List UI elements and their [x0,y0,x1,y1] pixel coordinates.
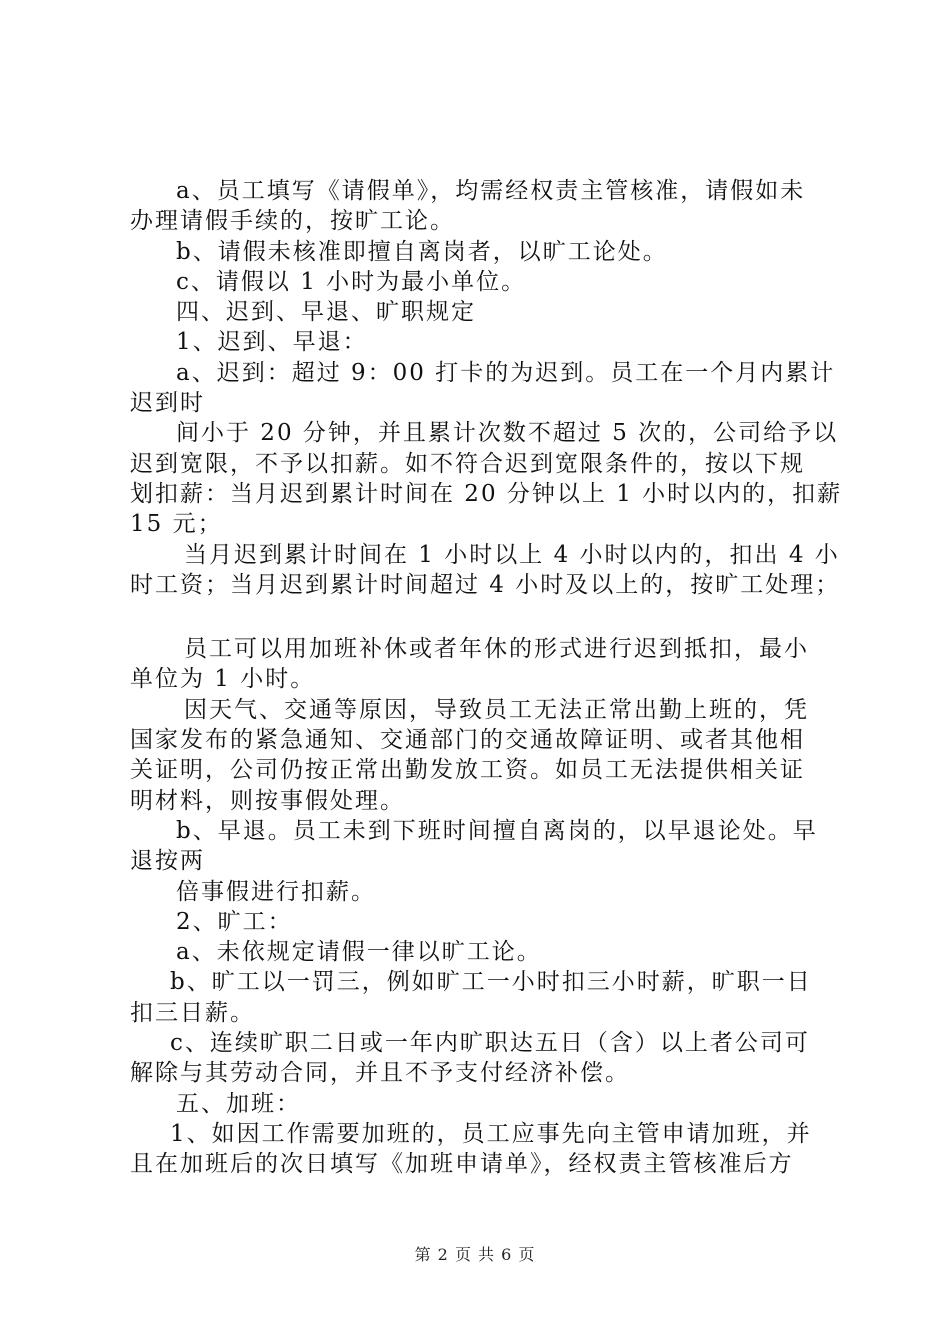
section-heading: 五、加班： [176,1090,301,1117]
text-line: 办理请假手续的，按旷工论。 [130,208,455,235]
text-line: a、员工填写《请假单》，均需经权责主管核准，请假如未 [176,178,806,204]
paragraph-gap [130,600,830,634]
text-line: 间小于 20 分钟，并且累计次数不超过 5 次的，公司给予以 [176,420,839,447]
text-line: 解除与其劳动合同，并且不予支付经济补偿。 [130,1060,630,1087]
document-body [130,176,843,1180]
text-line: 划扣薪：当月迟到累计时间在 20 分钟以上 1 小时以内的，扣薪 [130,480,843,507]
text-line: 国家发布的紧急通知、交通部门的交通故障证明、或者其他相 [130,727,805,754]
page-number-footer: 第 2 页 共 6 页 [414,1245,536,1264]
subsection-heading: 1、迟到、早退： [176,329,368,356]
text-line: 因天气、交通等原因，导致员工无法正常出勤上班的，凭 [184,696,809,723]
text-line: 明材料，则按事假处理。 [130,787,405,814]
text-line: b、请假未核准即擅自离岗者，以旷工论处。 [176,238,668,265]
text-line: c、请假以 1 小时为最小单位。 [176,268,527,295]
text-line: a、未依规定请假一律以旷工论。 [176,939,542,966]
text-line: 1、如因工作需要加班的，员工应事先向主管申请加班，并 [170,1120,812,1147]
text-line: 扣三日薪。 [130,999,255,1026]
text-line: 15 元； [130,511,223,538]
text-line: b、旷工以一罚三，例如旷工一小时扣三小时薪，旷职一日 [170,969,812,996]
text-line: 且在加班后的次日填写《加班申请单》，经权责主管核准后方 [130,1151,794,1178]
section-heading: 四、迟到、早退、旷职规定 [176,299,476,326]
text-line: 关证明，公司仍按正常出勤发放工资。如员工无法提供相关证 [130,757,805,784]
text-line: 时工资；当月迟到累计时间超过 4 小时及以上的，按旷工处理； [130,571,841,598]
text-line: 迟到时 [130,390,205,417]
text-line: 退按两 [130,848,205,875]
text-line: b、早退。员工未到下班时间擅自离岗的，以早退论处。早 [176,817,818,844]
text-line: 倍事假进行扣薪。 [176,878,376,905]
text-line: a、迟到：超过 9：00 打卡的为迟到。员工在一个月内累计 [176,359,836,386]
subsection-heading: 2、旷工： [176,908,293,935]
text-line: 当月迟到累计时间在 1 小时以上 4 小时以内的，扣出 4 小 [184,541,840,568]
text-line: 单位为 1 小时。 [130,666,316,693]
text-line: 员工可以用加班补休或者年休的形式进行迟到抵扣，最小 [184,636,809,663]
text-line: c、连续旷职二日或一年内旷职达五日（含）以上者公司可 [170,1030,810,1057]
text-line: 迟到宽限，不予以扣薪。如不符合迟到宽限条件的，按以下规 [130,450,805,477]
